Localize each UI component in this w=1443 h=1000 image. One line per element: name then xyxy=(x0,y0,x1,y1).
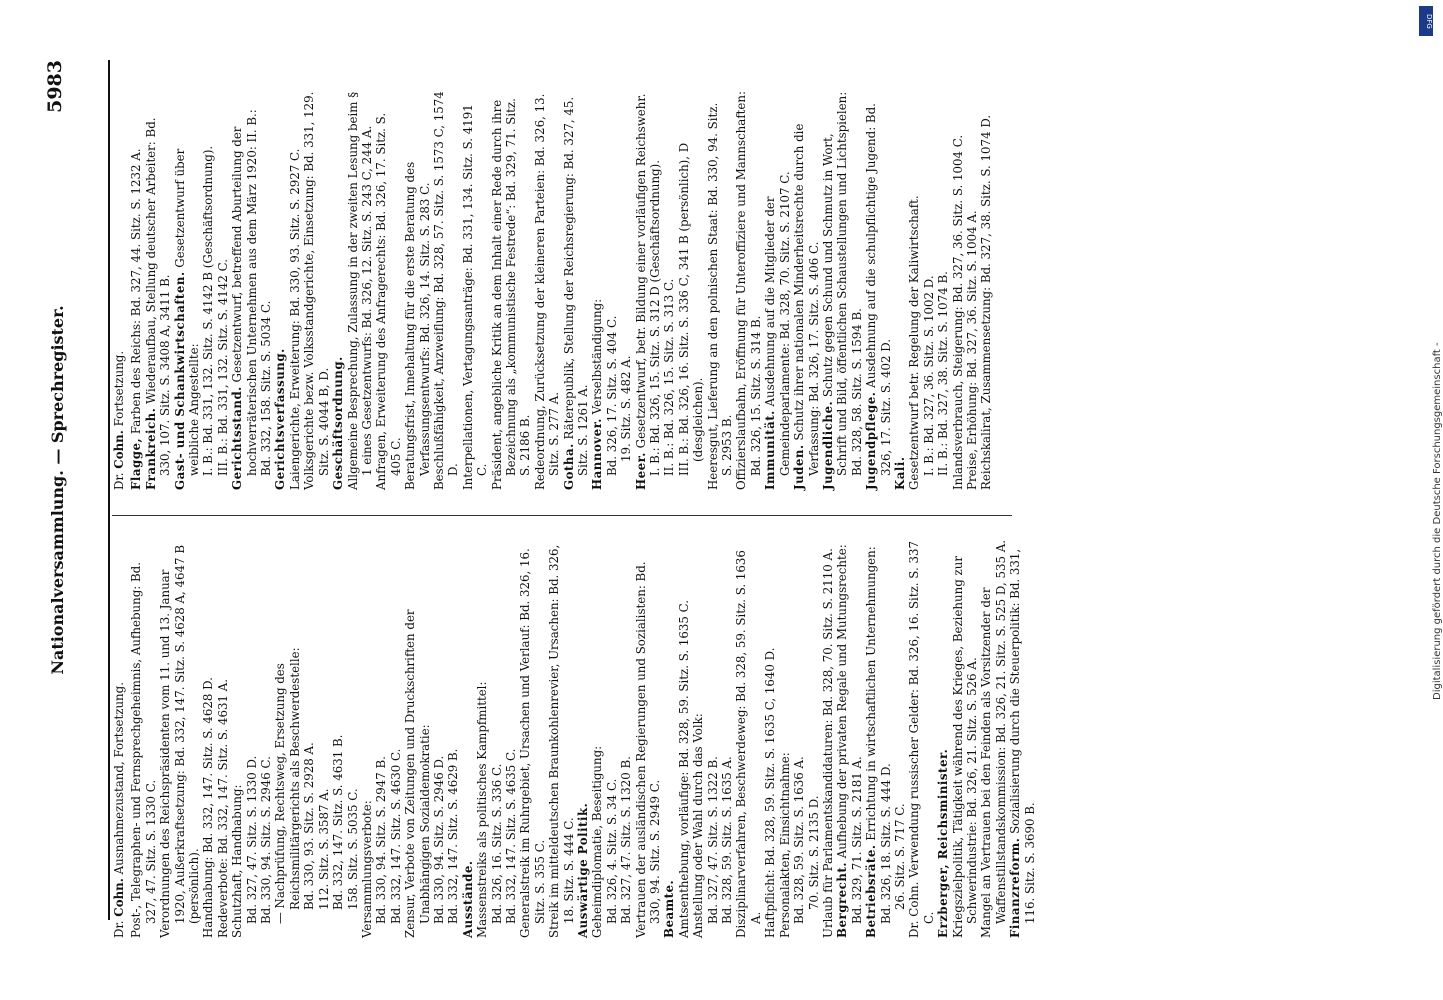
register-entry xyxy=(677,538,691,938)
entry-text: Preise, Erhöhung: Bd. 327, 36. Sitz. S. 1004 A. xyxy=(964,210,979,490)
register-entry xyxy=(936,538,950,938)
register-entry xyxy=(374,90,403,490)
digitization-note: Digitalisierung gefördert durch die Deutsche Forschungsgemeinschaft - xyxy=(1432,342,1443,700)
register-entry xyxy=(216,538,230,938)
register-entry xyxy=(446,538,460,924)
entry-text: Räterepublik, Stellung der Reichsregierung: Bd. 327, 45. Sitz. S. 1261 A. xyxy=(561,96,590,476)
entry-term: Beamte. xyxy=(662,879,677,938)
entry-term: Heer. xyxy=(633,452,648,490)
register-entry xyxy=(965,90,979,490)
entry-text: Gesetzentwurf über weibliche Angestellte: xyxy=(172,148,202,476)
register-entry xyxy=(201,90,215,476)
page-number: 5983 xyxy=(44,60,66,113)
column-heading xyxy=(112,538,126,938)
entry-text: Aufhebung der privaten Regale und Mutungsrechte: Bd. 329, 71. Sitz. S. 2181 A. xyxy=(835,544,864,924)
entry-term: Jugendliche. xyxy=(820,400,835,490)
entry-term: Ausstände. xyxy=(460,860,475,938)
register-entry xyxy=(648,90,662,476)
register-entry xyxy=(979,90,993,490)
register-entry xyxy=(129,538,158,938)
entry-text: Inlandsverbrauch, Steigerung: Bd. 327, 36. Sitz. S. 1004 C. xyxy=(950,134,965,490)
column-divider xyxy=(112,515,1012,516)
entry-text: — Nachprüfung, Rechtsweg, Ersetzung des Reichsmilitärgerichts als Beschwerdestelle: xyxy=(273,647,302,924)
register-entry xyxy=(706,538,720,924)
entry-term: Kali. xyxy=(892,456,907,490)
entry-term: Frankreich. xyxy=(143,407,158,490)
entry-text: I. B.: Bd. 327, 36. Sitz. S. 1002 D. xyxy=(921,275,936,476)
register-entry xyxy=(331,90,345,490)
register-entry xyxy=(331,538,345,910)
entry-text: Offizierslaufbahn, Eröffnung für Unteroffiziere und Mannschaften: Bd. 326, 15. Sitz. S. 314 B. xyxy=(734,91,763,490)
page-header xyxy=(38,60,78,920)
entry-text: Errichtung in wirtschaftlichen Unternehmungen: xyxy=(864,546,879,841)
entry-text: Ausdehnung auf die schulpflichtige Jugend: Bd. 326, 17. Sitz. S. 402 D. xyxy=(864,103,893,476)
register-entry xyxy=(662,538,676,938)
register-entry xyxy=(461,90,490,490)
entry-text: Streik im mitteldeutschen Braunkohlenrevier, Ursachen: Bd. 326, 18. Sitz. S. 444 C. xyxy=(547,544,576,938)
register-entry xyxy=(619,90,633,462)
speaker-name: Cohn. xyxy=(112,878,126,917)
entry-text: Interpellationen, Vertagungsanträge: Bd. 331, 134. Sitz. S. 4191 C. xyxy=(460,104,490,490)
register-entry xyxy=(936,90,950,476)
entry-text: Präsident, angebliche Kritik an dem Inhalt einer Rede durch ihre Bezeichnung als „kommunistische Festrede“: Bd. 329, 71. Sitz. S. 2186 B. xyxy=(489,98,533,490)
entry-text: I. B.: Bd. 331, 132. Sitz. S. 4142 B (Geschäftsordnung). xyxy=(201,145,216,476)
left-column xyxy=(112,538,1037,938)
register-entry xyxy=(533,90,562,490)
register-entry xyxy=(129,90,143,490)
entry-text: Redeordnung, Zurücksetzung der kleineren Parteien: Bd. 326, 13. Sitz. S. 277 A. xyxy=(532,93,562,490)
entry-text: Farben des Reichs: Bd. 327, 44. Sitz. S. 1232 A. xyxy=(129,148,144,435)
register-entry xyxy=(389,538,403,924)
entry-text: Anstellung oder Wahl durch das Volk: xyxy=(691,713,706,938)
entry-text: Gesetzentwurf, betr. Bildung einer vorläufigen Reichswehr. xyxy=(633,93,648,449)
entry-text: Disziplinarverfahren, Beschwerdeweg: Bd. 328, 59. Sitz. S. 1636 A. xyxy=(734,550,763,938)
entry-text: 158. Sitz. S. 5035 C. xyxy=(345,788,360,910)
register-entry xyxy=(864,90,893,490)
entry-text: Bd. 328, 59. Sitz. S. 1635 A. xyxy=(720,756,735,924)
entry-term: Bergrecht. xyxy=(835,862,850,938)
register-entry xyxy=(821,90,864,490)
entry-text: Beratungsfrist, Innehaltung für die erste Beratung des Verfassungsentwurfs: Bd. 326, 14. Sitz. S. 283 C. xyxy=(403,161,432,490)
entry-text: Wiederaufbau, Stellung deutscher Arbeiter: Bd. 330, 107. Sitz. S. 3408 A, 3411 B. xyxy=(143,117,173,476)
entry-text: Geheimdiplomatie, Beseitigung: xyxy=(590,745,605,938)
register-entry xyxy=(763,538,777,938)
register-entry xyxy=(605,538,619,924)
register-entry xyxy=(662,90,676,476)
entry-text: Bd. 327, 47. Sitz. S. 1320 B. xyxy=(619,756,634,924)
title-prefix: Dr. xyxy=(112,472,126,490)
entry-text: Redeverbote: Bd. 332, 147. Sitz. S. 4631 A. xyxy=(215,678,230,938)
register-entry xyxy=(158,538,201,938)
register-entry xyxy=(590,90,604,490)
entry-term: Juden. xyxy=(792,444,807,490)
register-entry xyxy=(605,90,619,476)
register-entry xyxy=(879,538,893,924)
register-entry xyxy=(216,90,230,476)
entry-text: Bd. 332, 147. Sitz. S. 4631 B. xyxy=(331,734,346,910)
register-entry xyxy=(821,538,835,938)
entry-text: II. B.: Bd. 327, 38. Sitz. S. 1074 B. xyxy=(936,271,951,476)
column-heading xyxy=(112,90,126,490)
register-entry xyxy=(792,538,806,924)
register-entry xyxy=(778,538,792,938)
entry-term: Finanzreform. xyxy=(1008,837,1023,938)
register-entry xyxy=(230,90,273,490)
register-entry xyxy=(432,538,446,924)
entry-text: Kriegszielpolitik, Tätigkeit während des Krieges, Beziehung zur Schwerindustrie: Bd. 326, 21. Sitz. S. 526 A. xyxy=(950,556,979,938)
title-prefix: Dr. xyxy=(112,920,126,938)
entry-term: Erzberger, Reichsminister. xyxy=(936,748,951,938)
register-entry xyxy=(619,538,633,924)
entry-text: Bd. 332, 147. Sitz. S. 4629 B. xyxy=(446,748,461,924)
register-entry xyxy=(677,90,706,476)
register-entry xyxy=(490,538,504,924)
entry-text: Bd. 332, 147. Sitz. S. 4630 C. xyxy=(388,748,403,924)
register-entry xyxy=(518,538,547,938)
entry-term: Gerichtsverfassung. xyxy=(273,348,288,490)
register-entry xyxy=(230,538,244,938)
entry-text: Bd. 330, 94. Sitz. S. 2947 B. xyxy=(374,756,389,924)
entry-text: Anfragen, Erweiterung des Anfragerechts: Bd. 326, 17. Sitz. S. 405 C. xyxy=(374,112,403,490)
register-entry xyxy=(432,90,461,490)
entry-term: Flagge, xyxy=(129,437,144,490)
entry-text: Bd. 327, 47. Sitz. S. 1322 B. xyxy=(705,756,720,924)
register-entry xyxy=(835,538,864,938)
register-entry xyxy=(504,538,518,924)
entry-term: Auswärtige Politik. xyxy=(576,802,590,938)
continuation-label: Ausnahmezustand, Fortsetzung. xyxy=(112,682,126,875)
register-entry xyxy=(576,538,590,938)
entry-text: Dr. Cohn. Verwendung russischer Gelder: Bd. 326, 16. Sitz. S. 337 C. xyxy=(907,541,936,938)
entry-term: Jugendpflege. xyxy=(864,391,879,490)
entry-text: II. B.: Bd. 326, 15. Sitz. S. 313 C. xyxy=(662,278,677,476)
register-entry xyxy=(374,538,388,924)
register-entry xyxy=(951,90,965,490)
register-entry xyxy=(490,90,533,490)
dfg-logo: DFG xyxy=(1419,6,1433,36)
register-entry xyxy=(893,538,907,910)
entry-text: Schutzhaft, Handhabung: xyxy=(230,784,245,938)
register-entry xyxy=(634,90,648,490)
register-entry xyxy=(951,538,980,938)
register-entry xyxy=(259,538,273,924)
entry-text: Bd. 326, 17. Sitz. S. 404 C. xyxy=(604,315,619,476)
register-entry xyxy=(173,90,202,490)
entry-text: 19. Sitz. S. 482 A. xyxy=(619,355,634,462)
entry-text: III. B.: Bd. 331, 132. Sitz. S. 4142 C. xyxy=(215,259,230,476)
register-entry xyxy=(706,90,735,490)
speaker-name: Cohn. xyxy=(112,430,126,469)
register-entry xyxy=(634,538,663,938)
register-entry xyxy=(346,90,375,490)
register-entry xyxy=(288,90,302,490)
entry-text: Allgemeine Besprechung, Zulassung in der zweiten Lesung beim § 1 eines Gesetzentwurfs: Bd. 326, 12. Sitz. S. 243 C, 244 A. xyxy=(345,91,374,490)
register-entry xyxy=(461,538,475,938)
register-entry xyxy=(547,538,576,938)
entry-text: 70. Sitz. S. 2135 D. xyxy=(806,795,821,910)
register-entry xyxy=(734,538,763,938)
entry-text: Versammlungsverbote: xyxy=(359,800,374,938)
entry-text: Verselbständigung: xyxy=(590,298,605,415)
entry-text: Personalakten, Einsichtnahme: xyxy=(777,752,792,938)
entry-text: Verordnungen des Reichspräsidenten vom 11. und 13. Januar 1920, Außerkraftsetzung: Bd. 332, 147. Sitz. S. 4628 A, 4647 B (persönlich). xyxy=(158,545,202,938)
entry-text: 112. Sitz. S. 3587 A. xyxy=(316,788,331,910)
entry-term: Hannover. xyxy=(590,418,605,490)
register-entry xyxy=(475,538,489,938)
entry-text: Bd. 327, 47. Sitz. S. 1330 D. xyxy=(244,755,259,924)
entry-term: Immunität. xyxy=(763,410,778,490)
entry-text: Schutz ihrer nationalen Minderheitsrechte durch die Verfassung: Bd. 326, 17. Sitz. S. 406 C. xyxy=(792,123,821,476)
register-entry xyxy=(922,90,936,476)
register-entry xyxy=(562,90,591,490)
entry-term: Gerichtsstand. xyxy=(230,386,245,490)
entry-text: Haftpflicht: Bd. 328, 59. Sitz. S. 1635 C, 1640 D. xyxy=(763,647,778,938)
entry-text: 26. Sitz. S. 717 C. xyxy=(892,803,907,910)
register-entry xyxy=(590,538,604,938)
register-entry xyxy=(302,90,331,490)
entry-text: Handhabung: Bd. 332, 147. Sitz. S. 4628 D. xyxy=(201,677,216,938)
register-entry xyxy=(245,538,259,924)
register-entry xyxy=(273,90,287,490)
entry-text: Generalstreik im Ruhrgebiet, Ursachen und Verlauf: Bd. 326, 16. Sitz. S. 355 C. xyxy=(518,548,547,938)
register-entry xyxy=(273,538,302,924)
entry-term: Geschäftsordnung. xyxy=(331,356,346,490)
register-entry xyxy=(907,538,936,938)
entry-text: Gesetzentwurf, betreffend Aburteilung der hochverräterischen Unternehmen aus dem März 1920: II. B.: Bd. 332, 158. Sitz. S. 5034 C. xyxy=(230,109,274,476)
entry-text: III. B.: Bd. 326, 16. Sitz. S. 336 C, 341 B (persönlich), D (desgleichen). xyxy=(676,142,706,476)
register-entry xyxy=(864,538,878,938)
right-column xyxy=(112,90,994,490)
entry-text: Zensur, Verbote von Zeitungen und Druckschriften der Unabhängigen Sozialdemokratie: xyxy=(403,609,432,938)
entry-text: Volksgerichte bezw. Volksstandgerichte, Einsetzung: Bd. 331, 129. Sitz. S. 4044 B, D. xyxy=(302,91,331,490)
entry-term: Gotha. xyxy=(561,443,576,490)
entry-text: Bd. 326, 4. Sitz. S. 34 C. xyxy=(604,778,619,924)
entry-term: Gast- und Schankwirtschaften. xyxy=(172,271,187,490)
register-entry xyxy=(317,538,331,910)
register-entry xyxy=(763,90,792,490)
register-entry xyxy=(720,538,734,924)
register-entry xyxy=(979,538,1008,938)
continuation-label: Fortsetzung. xyxy=(112,350,126,427)
page-title: Nationalversammlung. — Sprechregister. xyxy=(48,305,67,675)
register-entry xyxy=(403,90,432,490)
register-entry xyxy=(807,538,821,910)
entry-text: Bd. 328, 59. Sitz. S. 1636 A. xyxy=(792,756,807,924)
entry-text: Laiengerichte, Erweiterung: Bd. 330, 93. Sitz. S. 2927 C. xyxy=(287,148,302,490)
header-divider xyxy=(108,60,110,920)
entry-text: Amtsenthebung, vorläufige: Bd. 328, 59. Sitz. S. 1635 C. xyxy=(676,600,691,938)
register-entry xyxy=(346,538,360,910)
entry-text: Schutz gegen Schund und Schmutz in Wort, Schrift und Bild, öffentlichen Schaustellungen und Lichtspielen: Bd. 328, 58. Sitz. S. 1594 B. xyxy=(820,91,864,476)
entry-term: Betriebsräte. xyxy=(864,844,879,938)
digitization-credit xyxy=(1418,0,1443,1000)
entry-text: Post-, Telegraphen- und Fernsprechgeheimnis, Aufhebung: Bd. 327, 47. Sitz. S. 1330 C. xyxy=(129,562,158,938)
entry-text: Bd. 332, 147. Sitz. S. 4635 C. xyxy=(503,748,518,924)
entry-text: Reichskalirat, Zusammensetzung: Bd. 327, 38. Sitz. S. 1074 D. xyxy=(979,114,994,490)
register-entry xyxy=(792,90,821,490)
register-entry xyxy=(691,538,705,938)
entry-text: Beschlußfähigkeit, Anzweiflung: Bd. 328, 57. Sitz. S. 1573 C, 1574 D. xyxy=(431,91,461,490)
entry-text: Bd. 326, 18. Sitz. S. 444 D. xyxy=(878,763,893,924)
entry-text: Vertrauen der ausländischen Regierungen und Sozialisten: Bd. 330, 94. Sitz. S. 2949 C. xyxy=(633,561,663,938)
entry-text: Ausdehnung auf die Mitglieder der Gemeindeparlamente: Bd. 328, 70. Sitz. S. 2107 C. xyxy=(763,171,792,476)
register-entry xyxy=(144,90,173,490)
entry-text: Massenstreiks als politisches Kampfmittel: xyxy=(475,681,490,938)
register-entry xyxy=(302,538,316,910)
register-entry xyxy=(907,90,921,490)
entry-text: Gesetzentwurf betr. Regelung der Kaliwirtschaft. xyxy=(907,195,922,490)
entry-text: I. B.: Bd. 326, 15. Sitz. S. 312 D (Geschäftsordnung). xyxy=(648,160,663,476)
entry-text: Bd. 330, 94. Sitz. S. 2946 D. xyxy=(431,755,446,924)
entry-text: Heeresgut, Lieferung an den polnischen Staat: Bd. 330, 94. Sitz. S. 2953 B. xyxy=(705,102,735,490)
entry-text: Bd. 330, 93. Sitz. S. 2928 A. xyxy=(302,742,317,910)
register-entry xyxy=(893,90,907,490)
entry-text: Bd. 330, 94. Sitz. S. 2946 C. xyxy=(259,756,274,924)
register-entry xyxy=(360,538,374,938)
entry-text: Sozialisierung durch die Steuerpolitik: Bd. 331, 116. Sitz. S. 3690 B. xyxy=(1008,548,1037,924)
register-entry xyxy=(403,538,432,938)
entry-text: Urlaub für Parlamentskandidaturen: Bd. 328, 70. Sitz. S. 2110 A. xyxy=(820,548,835,938)
entry-text: Bd. 326, 16. Sitz. S. 336 C. xyxy=(489,763,504,924)
register-entry xyxy=(734,90,763,490)
register-entry xyxy=(201,538,215,938)
entry-text: Mangel an Vertrauen bei den Feinden als Vorsitzender der Waffenstillstandskommission: Bd. 326, 21. Sitz. S. 525 D, 535 A. xyxy=(979,540,1008,938)
register-entry xyxy=(1008,538,1037,938)
